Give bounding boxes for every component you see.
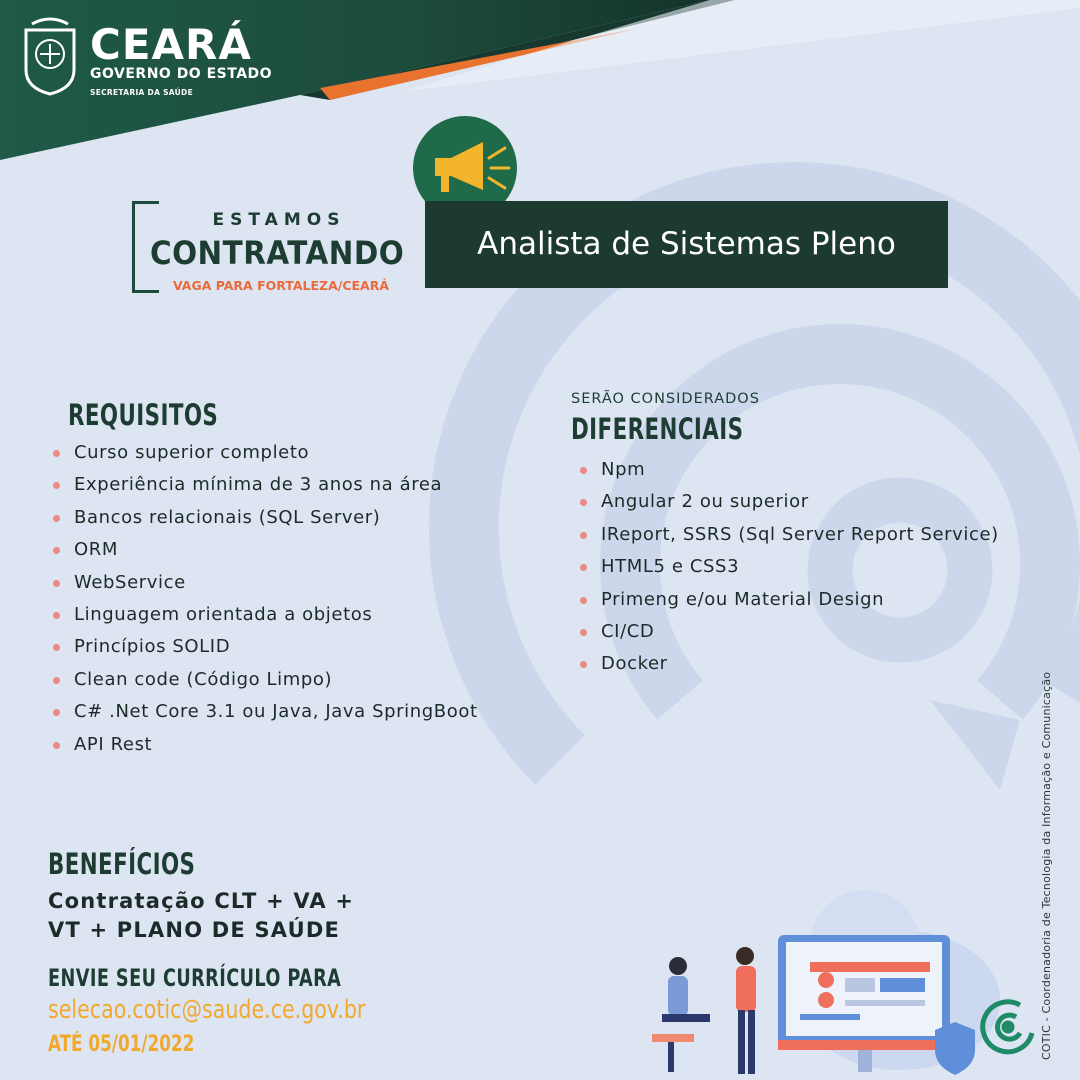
benefits-text	[48, 887, 354, 945]
list-item: CI/CD	[575, 616, 999, 648]
brand-subtitle: GOVERNO DO ESTADO	[90, 66, 273, 82]
requirements-title: REQUISITOS	[68, 398, 219, 432]
list-item: Bancos relacionais (SQL Server)	[48, 502, 478, 534]
list-item: API Rest	[48, 729, 478, 761]
list-item: Clean code (Código Limpo)	[48, 664, 478, 696]
brand-title: CEARÁ	[90, 20, 252, 69]
differentials-title: DIFERENCIAIS	[571, 412, 744, 446]
brand-department: SECRETARIA DA SAÚDE	[90, 88, 194, 97]
list-item: Curso superior completo	[48, 437, 478, 469]
benefits-title: BENEFÍCIOS	[48, 847, 196, 881]
list-item: Angular 2 ou superior	[575, 486, 999, 518]
apply-email-link[interactable]: selecao.cotic@saude.ce.gov.br	[48, 995, 366, 1025]
job-title: Analista de Sistemas Pleno	[477, 226, 896, 262]
list-item: Primeng e/ou Material Design	[575, 584, 999, 616]
list-item: Princípios SOLID	[48, 631, 478, 663]
megaphone-icon	[413, 116, 517, 220]
hiring-location: VAGA PARA FORTALEZA/CEARÁ	[172, 278, 390, 293]
hiring-headline: CONTRATANDO	[150, 234, 405, 272]
list-item: WebService	[48, 567, 478, 599]
apply-label: ENVIE SEU CURRÍCULO PARA	[48, 964, 342, 992]
hiring-kicker: ESTAMOS	[212, 210, 346, 230]
benefits-line-1: Contratação CLT + VA +	[48, 889, 355, 913]
list-item: ORM	[48, 534, 478, 566]
list-item: C# .Net Core 3.1 ou Java, Java SpringBoot	[48, 696, 478, 728]
list-item: IReport, SSRS (Sql Server Report Service)	[575, 519, 999, 551]
apply-deadline: ATÉ 05/01/2022	[48, 1032, 195, 1057]
differentials-list	[575, 454, 999, 681]
list-item: Npm	[575, 454, 999, 486]
list-item: Docker	[575, 648, 999, 680]
list-item: Experiência mínima de 3 anos na área	[48, 469, 478, 501]
list-item: Linguagem orientada a objetos	[48, 599, 478, 631]
benefits-line-2: VT + PLANO DE SAÚDE	[48, 918, 341, 942]
requirements-list	[48, 437, 478, 761]
list-item: HTML5 e CSS3	[575, 551, 999, 583]
side-credit: COTIC - Coordenadoria de Tecnologia da Informação e Comunicação	[1040, 671, 1053, 1060]
differentials-kicker: SERÃO CONSIDERADOS	[571, 391, 760, 407]
